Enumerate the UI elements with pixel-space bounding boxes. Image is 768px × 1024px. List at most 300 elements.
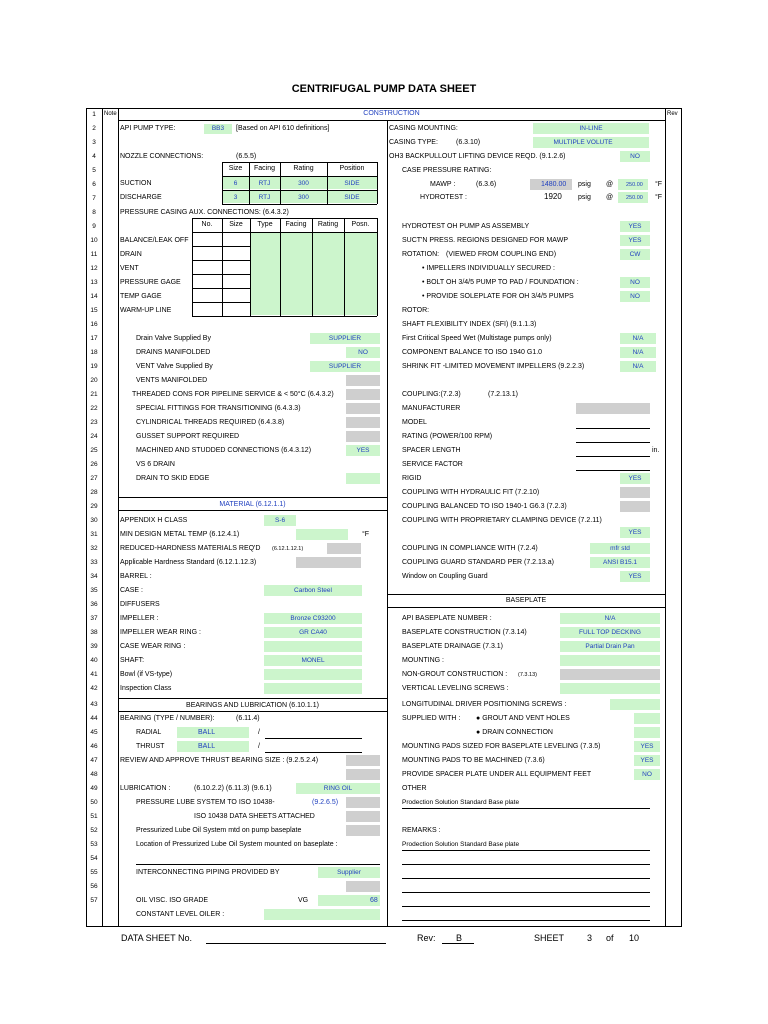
first-critical-value: N/A <box>632 335 644 342</box>
nozzle-rating-header: Rating <box>293 165 314 172</box>
nozzle-connections-ref: (6.5.5) <box>236 153 257 160</box>
compliance-value: mfr std <box>610 545 630 552</box>
aux-size-header: Size <box>229 221 243 228</box>
first-critical-label: First Critical Speed Wet (Multistage pumps only) <box>402 335 552 342</box>
machined-value: YES <box>356 447 370 454</box>
api-pump-type-value: BB3 <box>211 125 225 132</box>
note-column-line <box>102 108 103 926</box>
spacer-length-line <box>576 456 650 457</box>
row-number: 16 <box>90 321 98 328</box>
gusset-label: GUSSET SUPPORT REQUIRED <box>136 433 240 440</box>
nozzle-position-header: Position <box>339 165 365 172</box>
construction-header: CONSTRUCTION <box>363 110 420 117</box>
aux-type-cells[interactable] <box>251 233 280 315</box>
rating-line <box>576 442 650 443</box>
sheet-value: 3 <box>587 933 593 943</box>
row-number: 23 <box>90 419 98 426</box>
aux-table-line <box>192 316 377 317</box>
lubrication-value: RING OIL <box>323 785 353 792</box>
non-grout-ref: (7.3.13) <box>518 672 537 678</box>
drain-to-skid-field[interactable] <box>346 473 380 484</box>
rev-label: Rev: <box>417 933 436 943</box>
special-fittings-field[interactable] <box>346 403 380 414</box>
row-number: 30 <box>90 517 98 524</box>
pressure-lube-field[interactable] <box>346 797 380 808</box>
case-value: Carbon Steel <box>294 587 332 594</box>
balanced-iso-field[interactable] <box>620 501 650 512</box>
min-design-temp-field[interactable] <box>296 529 348 540</box>
row-number: 27 <box>90 475 98 482</box>
radial-label: RADIAL <box>136 729 162 736</box>
bearings-header-line <box>118 698 387 699</box>
case-label: CASE : <box>120 587 143 594</box>
aux-facing-header: Facing <box>285 221 307 228</box>
aux-table-line <box>192 218 377 219</box>
machined-label: MACHINED AND STUDDED CONNECTIONS (6.4.3.12) <box>136 447 312 454</box>
gusset-field[interactable] <box>346 431 380 442</box>
row-number: 18 <box>90 349 98 356</box>
bearings-header-line <box>118 711 387 712</box>
frame-right <box>681 108 682 926</box>
inspection-field[interactable] <box>264 683 362 694</box>
row-number: 22 <box>90 405 98 412</box>
balanced-iso-label: COUPLING BALANCED TO ISO 1940-1 G6.3 (7.2.3) <box>402 503 567 510</box>
window-guard-value: YES <box>628 573 642 580</box>
discharge-label: DISCHARGE <box>120 194 162 201</box>
casing-type-ref: (6.3.10) <box>456 139 481 146</box>
nozzle-connections-label: NOZZLE CONNECTIONS: <box>120 153 204 160</box>
api-baseplate-value: N/A <box>604 615 616 622</box>
row-number: 14 <box>90 293 98 300</box>
row-number: 39 <box>90 643 98 650</box>
baseplate-header: BASEPLATE <box>505 597 547 604</box>
barrel-label: BARREL : <box>120 573 152 580</box>
aux-no-header: No. <box>201 221 213 228</box>
manufacturer-label: MANUFACTURER <box>402 405 461 412</box>
guard-std-label: COUPLING GUARD STANDARD PER (7.2.13.a) <box>402 559 554 566</box>
material-header: MATERIAL (6.12.1.1) <box>219 501 286 508</box>
case-ring-label: CASE WEAR RING : <box>120 643 186 650</box>
suction-label: SUCTION <box>120 180 152 187</box>
row-number: 31 <box>90 531 98 538</box>
bp-construction-label: BASEPLATE CONSTRUCTION (7.3.14) <box>402 629 527 636</box>
discharge-rating: 300 <box>298 194 309 201</box>
rotation-value: CW <box>629 251 641 258</box>
shrink-fit-value: N/A <box>632 363 644 370</box>
row-number: 35 <box>90 587 98 594</box>
casing-type-label: CASING TYPE: <box>389 139 438 146</box>
interconnecting-label: INTERCONNECTING PIPING PROVIDED BY <box>136 869 280 876</box>
radial-slash: / <box>258 729 260 736</box>
aux-table-line <box>192 218 193 316</box>
mawp-temp-unit: °F <box>655 181 663 188</box>
rev-header: Rev <box>667 111 678 117</box>
grout-vent-text: GROUT AND VENT HOLES <box>482 715 570 722</box>
row-number: 10 <box>90 237 98 244</box>
baseplate-header-line <box>387 594 665 595</box>
row-number: 21 <box>90 391 98 398</box>
bowl-field[interactable] <box>264 669 362 680</box>
bp-construction-value: FULL TOP DECKING <box>579 629 641 636</box>
lubrication-refs: (6.10.2.2) (6.11.3) (9.6.1) <box>194 785 272 792</box>
mounting-pads-level-label: MOUNTING PADS SIZED FOR BASEPLATE LEVELING (7.3.5) <box>402 743 601 750</box>
suction-rating: 300 <box>298 180 309 187</box>
row-number: 19 <box>90 363 98 370</box>
service-factor-label: SERVICE FACTOR <box>402 461 463 468</box>
manufacturer-field[interactable] <box>576 403 650 414</box>
thrust-label: THRUST <box>136 743 165 750</box>
iso-sheets-field[interactable] <box>346 811 380 822</box>
drains-manifolded-value: NO <box>358 349 368 356</box>
remarks-line <box>402 864 650 865</box>
bp-drainage-label: BASEPLATE DRAINAGE (7.3.1) <box>402 643 504 650</box>
hydrotest-temp: 250.00 <box>626 195 643 201</box>
suction-size: 6 <box>233 180 238 187</box>
min-design-temp-label: MIN DESIGN METAL TEMP (6.12.4.1) <box>120 531 240 538</box>
material-header-line <box>118 510 387 511</box>
row-number: 13 <box>90 279 98 286</box>
drains-manifolded-label: DRAINS MANIFOLDED <box>136 349 211 356</box>
data-sheet-no-line <box>206 943 386 944</box>
remarks-line <box>402 892 650 893</box>
thrust-number-line <box>265 752 362 753</box>
row-number: 33 <box>90 559 98 566</box>
constant-oiler-field[interactable] <box>264 909 380 920</box>
constant-oiler-label: CONSTANT LEVEL OILER : <box>136 911 225 918</box>
rev-value: B <box>456 933 463 943</box>
aux-facing-cells[interactable] <box>281 233 312 315</box>
aux-row-label: WARM-UP LINE <box>120 307 172 314</box>
aux-rating-cells[interactable] <box>313 233 344 315</box>
row-number: 46 <box>90 743 98 750</box>
row-number: 6 <box>92 181 96 188</box>
casing-type-value: MULTIPLE VOLUTE <box>553 139 613 146</box>
frame-bottom <box>86 926 682 927</box>
row-number: 56 <box>90 883 98 890</box>
soleplate-text: PROVIDE SOLEPLATE FOR OH 3/4/5 PUMPS <box>426 293 574 300</box>
radial-value: BALL <box>198 729 216 736</box>
row-number: 32 <box>90 545 98 552</box>
row-number: 34 <box>90 573 98 580</box>
row-number: 24 <box>90 433 98 440</box>
bolt-oh-value: NO <box>630 279 640 286</box>
pressurized-lube-field[interactable] <box>346 825 380 836</box>
mawp-ref: (6.3.6) <box>476 181 497 188</box>
grout-vent-item <box>476 714 570 724</box>
remarks-value: Prodection Solution Standard Base plate <box>402 841 520 848</box>
vs6-drain-label: VS 6 DRAIN <box>136 461 175 468</box>
component-balance-value: N/A <box>632 349 644 356</box>
nozzle-table-line <box>222 204 377 205</box>
lubrication-label: LUBRICATION : <box>120 785 171 792</box>
mawp-label: MAWP : <box>430 181 456 188</box>
rotor-label: ROTOR: <box>402 307 430 314</box>
shrink-fit-label: SHRINK FIT -LIMITED MOVEMENT IMPELLERS (9.2.2.3) <box>402 363 585 370</box>
radial-number-line <box>265 738 362 739</box>
impellers-secured-label: • IMPELLERS INDIVIDUALLY SECURED : <box>422 265 555 272</box>
aux-type-header: Type <box>257 221 273 228</box>
row-number: 20 <box>90 377 98 384</box>
note-header: Note <box>104 111 117 117</box>
row-number: 57 <box>90 897 98 904</box>
row-number: 8 <box>92 209 96 216</box>
impeller-ring-value: GR CA40 <box>299 629 327 636</box>
mounting-pads-machined-label: MOUNTING PADS TO BE MACHINED (7.3.6) <box>402 757 545 764</box>
hydraulic-fit-field[interactable] <box>620 487 650 498</box>
mawp-at: @ <box>606 181 614 188</box>
discharge-size: 3 <box>233 194 238 201</box>
other-label: OTHER <box>402 785 427 792</box>
vent-valve-label: VENT Valve Supplied By <box>136 363 213 370</box>
mawp-unit: psig <box>578 181 591 188</box>
bearings-header: BEARINGS AND LUBRICATION (6.10.1.1) <box>186 702 319 709</box>
baseplate-header-line <box>387 607 665 608</box>
bolt-oh-text: BOLT OH 3/4/5 PUMP TO PAD / FOUNDATION : <box>426 279 579 286</box>
sheet-label: SHEET <box>534 933 565 943</box>
aux-row-label: PRESSURE GAGE <box>120 279 181 286</box>
row-number: 4 <box>92 153 96 160</box>
hydrotest-at: @ <box>606 194 614 201</box>
aux-posn-cells[interactable] <box>345 233 377 315</box>
api-pump-type-label: API PUMP TYPE: <box>120 125 176 132</box>
vertical-screws-label: VERTICAL LEVELING SCREWS : <box>402 685 509 692</box>
aux-posn-header: Posn. <box>351 221 370 228</box>
row-number: 15 <box>90 307 98 314</box>
row-number: 37 <box>90 615 98 622</box>
nozzle-facing-header: Facing <box>253 165 275 172</box>
pressure-lube-label: PRESSURE LUBE SYSTEM TO ISO 10438- <box>136 799 275 806</box>
bearing-ref: (6.11.4) <box>236 715 260 722</box>
grout-vent-field[interactable] <box>634 713 660 724</box>
aux-rating-header: Rating <box>317 221 339 228</box>
mounting-pads-level-value: YES <box>640 743 654 750</box>
coupling-label: COUPLING:(7.2.3) <box>402 391 461 398</box>
pressurized-lube-label: Pressurized Lube Oil System mtd on pump baseplate <box>136 827 302 834</box>
row-number: 45 <box>90 729 98 736</box>
review-thrust-label: REVIEW AND APPROVE THRUST BEARING SIZE : (9.2.5.2.4) <box>120 757 319 764</box>
row-number: 26 <box>90 461 98 468</box>
aux-row-label: VENT <box>120 265 139 272</box>
proprietary-clamp-label: COUPLING WITH PROPRIETARY CLAMPING DEVICE (7.2.11) <box>402 517 602 524</box>
hydrotest-value: 1920 <box>544 192 562 201</box>
drain-valve-label: Drain Valve Supplied By <box>136 335 211 342</box>
nozzle-size-header: Size <box>228 165 243 172</box>
cylindrical-threads-field[interactable] <box>346 417 380 428</box>
row-number: 49 <box>90 785 98 792</box>
page-title: CENTRIFUGAL PUMP DATA SHEET <box>291 83 477 95</box>
material-header-line <box>118 497 387 498</box>
service-factor-line <box>576 470 650 471</box>
row-number: 29 <box>90 503 98 510</box>
drain-to-skid-label: DRAIN TO SKID EDGE <box>136 475 210 482</box>
location-lube-line <box>136 864 380 865</box>
row-number: 38 <box>90 629 98 636</box>
longitudinal-field[interactable] <box>610 699 660 710</box>
hydrotest-oh-label: HYDROTEST OH PUMP AS ASSEMBLY <box>402 223 530 230</box>
mounting-field[interactable] <box>560 655 660 666</box>
suction-facing: RTJ <box>258 180 271 187</box>
reduced-hardness-ref: (6.12.1.12.1) <box>272 546 304 552</box>
hardness-std-label: Applicable Hardness Standard (6.12.1.12.3) <box>120 559 257 566</box>
row-number: 43 <box>90 701 98 708</box>
vents-manifolded-field[interactable] <box>346 375 380 386</box>
drain-connection-text: DRAIN CONNECTION <box>482 729 553 736</box>
reduced-hardness-field[interactable] <box>327 543 361 554</box>
hydrotest-unit: psig <box>578 194 591 201</box>
row-number: 5 <box>92 167 96 174</box>
interconnecting-value: Supplier <box>337 869 361 876</box>
bowl-label: Bowl (if VS-type) <box>120 671 173 678</box>
row-number: 47 <box>90 757 98 764</box>
model-label: MODEL <box>402 419 427 426</box>
thrust-slash: / <box>258 743 260 750</box>
rating-label: RATING (POWER/100 RPM) <box>402 433 493 440</box>
pressure-lube-ref: (9.2.6.5) <box>312 799 339 806</box>
row-number: 25 <box>90 447 98 454</box>
cylindrical-threads-label: CYLINDRICAL THREADS REQUIRED (6.4.3.8) <box>136 419 285 426</box>
thrust-value: BALL <box>198 743 216 750</box>
row-number: 11 <box>90 251 98 258</box>
discharge-position: SIDE <box>344 194 360 201</box>
case-pressure-label: CASE PRESSURE RATING: <box>402 167 492 174</box>
vent-valve-value: SUPPLIER <box>328 363 362 370</box>
oil-visc-value: 68 <box>370 897 378 904</box>
casing-mounting-value: IN-LINE <box>579 125 603 132</box>
oh3-label: OH3 BACKPULLOUT LIFTING DEVICE REQD. (9.1.2.6) <box>389 153 566 160</box>
other-line <box>402 808 650 809</box>
row-number: 50 <box>90 799 98 806</box>
vents-manifolded-label: VENTS MANIFOLDED <box>136 377 208 384</box>
window-guard-label: Window on Coupling Guard <box>402 573 488 580</box>
casing-mounting-label: CASING MOUNTING: <box>389 125 458 132</box>
mounting-pads-machined-value: YES <box>640 757 654 764</box>
aux-row-label: DRAIN <box>120 251 142 258</box>
row-number: 12 <box>90 265 98 272</box>
row-number: 44 <box>90 715 98 722</box>
nozzle-table-line <box>222 162 377 163</box>
construction-header-line <box>118 120 665 121</box>
hydrotest-label: HYDROTEST : <box>420 194 467 201</box>
bullet-icon: ● <box>476 715 481 722</box>
appendix-h-value: S-6 <box>274 517 286 524</box>
drain-valve-value: SUPPLIER <box>328 335 362 342</box>
proprietary-clamp-value: YES <box>628 529 642 536</box>
vg-label: VG <box>298 897 309 904</box>
appendix-h-label: APPENDIX H CLASS <box>120 517 188 524</box>
spacer-length-label: SPACER LENGTH <box>402 447 461 454</box>
rotation-label: ROTATION: <box>402 251 440 258</box>
mounting-label: MOUNTING : <box>402 657 444 664</box>
review-thrust-field[interactable] <box>346 755 380 766</box>
spacer-length-unit: in. <box>652 447 660 454</box>
rotation-note: (VIEWED FROM COUPLING END) <box>446 251 557 258</box>
compliance-label: COUPLING IN COMPLIANCE WITH (7.2.4) <box>402 545 538 552</box>
row-number: 53 <box>90 841 98 848</box>
aux-row-label: TEMP GAGE <box>120 293 162 300</box>
api-baseplate-label: API BASEPLATE NUMBER : <box>402 615 492 622</box>
iso-sheets-label: ISO 10438 DATA SHEETS ATTACHED <box>194 813 315 820</box>
shaft-label: SHAFT: <box>120 657 145 664</box>
longitudinal-label: LONGITUDINAL DRIVER POSITIONING SCREWS : <box>402 701 567 708</box>
hydraulic-fit-label: COUPLING WITH HYDRAULIC FIT (7.2.10) <box>402 489 540 496</box>
row-number: 42 <box>90 685 98 692</box>
impeller-ring-label: IMPELLER WEAR RING : <box>120 629 201 636</box>
threaded-cons-field[interactable] <box>346 389 380 400</box>
nozzle-table-line <box>377 162 378 204</box>
row-number: 36 <box>90 601 98 608</box>
row-number: 28 <box>90 489 98 496</box>
mawp-value: 1480.00 <box>541 181 567 188</box>
row-number: 3 <box>92 139 96 146</box>
component-balance-label: COMPONENT BALANCE TO ISO 1940 G1.0 <box>402 349 543 356</box>
case-ring-field[interactable] <box>264 641 362 652</box>
coupling-ref: (7.2.13.1) <box>488 391 518 398</box>
remarks-label: REMARKS : <box>402 827 441 834</box>
guard-std-value: ANSI B15.1 <box>603 559 637 566</box>
vertical-screws-field[interactable] <box>560 683 660 694</box>
bullet-icon: ● <box>476 729 481 736</box>
suctn-press-value: YES <box>628 237 642 244</box>
bearing-type-label: BEARING (TYPE / NUMBER): <box>120 715 215 722</box>
model-line <box>576 428 650 429</box>
impeller-value: Bronze C93200 <box>290 615 336 622</box>
api-pump-type-note: [Based on API 610 definitions] <box>236 125 330 132</box>
threaded-cons-label: THREADED CONS FOR PIPELINE SERVICE & < 50°C (6.4.3.2) <box>132 391 334 398</box>
row-number: 51 <box>90 813 98 820</box>
row-number: 40 <box>90 657 98 664</box>
row-number: 2 <box>92 125 96 132</box>
row-number: 17 <box>90 335 98 342</box>
row-number: 41 <box>90 671 98 678</box>
suction-position: SIDE <box>344 180 360 187</box>
hardness-std-field[interactable] <box>296 557 361 568</box>
note-column-line <box>118 108 119 926</box>
spacer-plate-value: NO <box>642 771 652 778</box>
rev-line <box>442 943 474 944</box>
row-number: 9 <box>92 223 96 230</box>
bp-drainage-value: Partial Drain Pan <box>585 643 635 650</box>
remarks-line <box>402 878 650 879</box>
row-55-field[interactable] <box>346 881 380 892</box>
data-sheet-no-label: DATA SHEET No. <box>121 933 193 943</box>
drain-connection-item <box>476 728 553 738</box>
spacer-plate-label: PROVIDE SPACER PLATE UNDER ALL EQUIPMENT FEET <box>402 771 592 778</box>
aux-row-label: BALANCE/LEAK OFF <box>120 237 189 244</box>
remarks-line <box>402 906 650 907</box>
row-48-field[interactable] <box>346 769 380 780</box>
drain-connection-field[interactable] <box>634 727 660 738</box>
non-grout-field[interactable] <box>560 669 660 680</box>
bolt-oh-label: • BOLT OH 3/4/5 PUMP TO PAD / FOUNDATION : <box>422 279 579 286</box>
row-number: 1 <box>92 111 96 118</box>
mawp-temp: 250.00 <box>626 182 643 188</box>
discharge-facing: RTJ <box>258 194 271 201</box>
impeller-label: IMPELLER : <box>120 615 159 622</box>
oil-visc-label: OIL VISC. ISO GRADE <box>136 897 209 904</box>
supplied-with-label: SUPPLIED WITH : <box>402 715 461 722</box>
row-number: 52 <box>90 827 98 834</box>
aux-table-line <box>377 218 378 316</box>
remarks-line <box>402 920 650 921</box>
row-number: 54 <box>90 855 98 862</box>
remarks-line <box>402 850 650 851</box>
sfi-label: SHAFT FLEXIBILITY INDEX (SFI) (9.1.1.3) <box>402 321 537 328</box>
of-value: 10 <box>629 933 640 943</box>
aux-connections-title: PRESSURE CASING AUX. CONNECTIONS: (6.4.3.2) <box>120 209 289 216</box>
min-design-temp-unit: °F <box>362 531 370 538</box>
row-number: 48 <box>90 771 98 778</box>
rev-column-line <box>665 108 666 926</box>
